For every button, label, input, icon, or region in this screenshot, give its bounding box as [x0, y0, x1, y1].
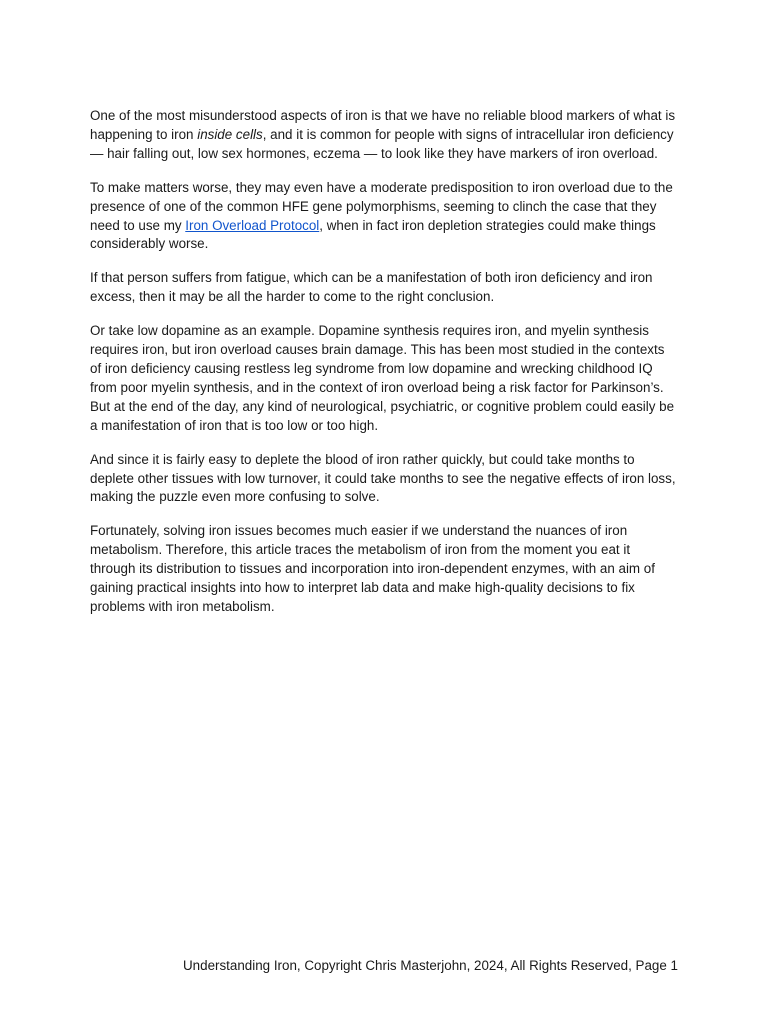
paragraph-6: Fortunately, solving iron issues becomes much easier if we understand the nuances of iron metabolism. Therefore, this article traces the metabolism of iron from the moment you eat it through its distribution to tissues and incorporation into iron-dependent enzymes, with an aim of gaining practical insights into how to interpret lab data and make high-quality decisions to fix problems with iron metabolism. — [90, 523, 655, 614]
paragraph-1 — [90, 107, 678, 164]
paragraph-5: And since it is fairly easy to deplete the blood of iron rather quickly, but could take months to deplete other tissues with low turnover, it could take months to see the negative effects of iron loss, making the puzzle even more confusing to solve. — [90, 451, 676, 505]
paragraph-1-text-a: One of the most misunderstood aspects of iron is that we have no reliable blood markers of what is happening to iron — [90, 108, 676, 142]
iron-overload-protocol-link[interactable]: Iron Overload Protocol — [185, 217, 320, 233]
paragraph-2 — [90, 179, 678, 255]
paragraph-2-text-a: To make matters worse, they may even have a moderate predisposition to iron overload due to the presence of one of the common HFE gene polymorphisms, seeming to clinch the case that they need to use my — [90, 179, 673, 233]
page-footer: Understanding Iron, Copyright Chris Masterjohn, 2024, All Rights Reserved, Page 1 — [183, 958, 678, 973]
paragraph-1-emphasis: inside cells — [197, 126, 263, 142]
paragraph-2-text-b: , when in fact iron depletion strategies could make things considerably worse. — [90, 217, 656, 252]
paragraph-3: If that person suffers from fatigue, which can be a manifestation of both iron deficiency and iron excess, then it may be all the harder to come to the right conclusion. — [90, 270, 653, 305]
paragraph-4: Or take low dopamine as an example. Dopamine synthesis requires iron, and myelin synthesis requires iron, but iron overload causes brain damage. This has been most studied in the contexts of iron deficiency causing restless leg syndrome from low dopamine and wrecking childhood IQ from poor myelin synthesis, and in the context of iron overload being a risk factor for Parkinson’s. But at the end of the day, any kind of neurological, psychiatric, or cognitive problem could easily be a manifestation of iron that is too low or too high. — [90, 323, 675, 433]
paragraph-1-text-b: , and it is common for people with signs of intracellular iron deficiency — hair falling out, low sex hormones, eczema — to look like they have markers of iron overload. — [90, 126, 674, 161]
document-body — [90, 107, 678, 632]
